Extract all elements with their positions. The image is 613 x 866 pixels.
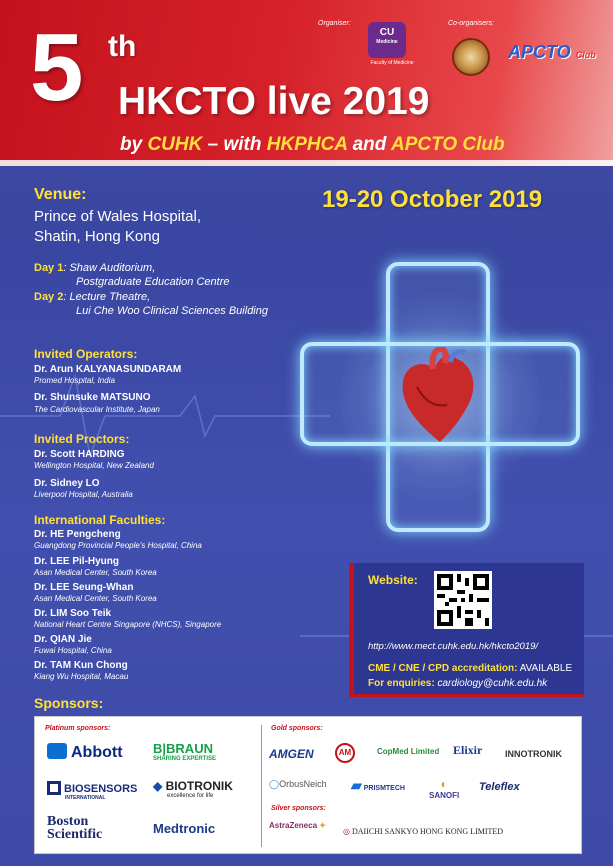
bbraun-logo: B|BRAUN SHARING EXPERTISE [153,741,217,762]
venue-line-1: Prince of Wales Hospital, [34,208,202,225]
faculty-name: Dr. QIAN Jie [34,634,92,645]
hkphca-seal-logo [452,38,490,76]
abbott-logo: Abbott [47,743,123,762]
gold-sponsors-label: Gold sponsors: [271,725,323,732]
operators-heading: Invited Operators: [34,347,138,361]
cme-accreditation: CME / CNE / CPD accreditation: AVAILABLE [368,663,573,674]
website-url-link[interactable]: http://www.mect.cuhk.edu.hk/hkcto2019/ [368,641,539,652]
proctors-heading: Invited Proctors: [34,432,130,446]
venue-heading: Venue: [34,186,87,203]
website-heading: Website: [368,573,418,587]
venue-line-2: Shatin, Hong Kong [34,228,160,245]
enquiries: For enquiries: cardiology@cuhk.edu.hk [368,678,548,689]
faculty-affiliation: Asan Medical Center, South Korea [34,568,157,577]
heart-icon [395,347,485,447]
cu-medicine-logo: CU Medicine [368,22,406,58]
elixir-logo: Elixir [453,743,483,757]
proctor-affiliation: Liverpool Hospital, Australia [34,490,133,499]
day1-line-1: Day 1: Shaw Auditorium, [34,262,156,274]
faculty-name: Dr. LEE Seung-Whan [34,582,134,593]
day1-line-2: Postgraduate Education Centre [76,276,230,288]
faculty-affiliation: Guangdong Provincial People's Hospital, China [34,541,202,550]
faculties-heading: International Faculties: [34,513,166,527]
faculty-affiliation: Kiang Wu Hospital, Macau [34,672,129,681]
operator-affiliation: Promed Hospital, India [34,376,115,385]
proctor-name: Dr. Scott HARDING [34,449,125,460]
qr-code-icon[interactable] [434,571,492,629]
prismtech-logo: ▰ PRISMTECH [351,777,405,793]
daiichi-sankyo-logo: ◎ DAIICHI SANKYO HONG KONG LIMITED [343,827,504,836]
faculty-affiliation: Fuwai Hospital, China [34,646,112,655]
apcto-club-logo: APCTO Club [508,42,596,62]
platinum-sponsors-label: Platinum sponsors: [45,725,111,732]
biotronik-logo: ◆ BIOTRONIK excellence for life [153,779,233,799]
event-title: HKCTO live 2019 [118,80,430,123]
day2-line-2: Lui Che Woo Clinical Sciences Building [76,305,268,317]
faculty-affiliation: National Heart Centre Singapore (NHCS), Singapore [34,620,222,629]
silver-sponsors-label: Silver sponsors: [271,805,326,812]
sponsors-heading: Sponsors: [34,695,104,711]
coorganisers-label: Co-organisers: [448,20,494,27]
website-info-box [349,563,584,697]
faculty-name: Dr. LIM Soo Teik [34,608,112,619]
innotronik-logo: INNOTRONIK [505,749,562,759]
sponsors-panel [34,716,582,854]
operator-affiliation: The Cardiovascular Institute, Japan [34,405,160,414]
header-banner [0,0,613,166]
cu-medicine-caption: Faculty of Medicine [370,60,414,66]
day2-line-1: Day 2: Lecture Theatre, [34,291,151,303]
sanofi-logo: ◐ SANOFI [429,777,460,800]
edition-suffix: th [108,30,137,63]
orbusneich-logo: ◯OrbusNeich [269,779,327,789]
faculty-name: Dr. HE Pengcheng [34,529,121,540]
sponsor-divider [261,725,262,847]
edition-number: 5 [30,14,84,121]
operator-name: Dr. Arun KALYANASUNDARAM [34,364,182,375]
proctor-name: Dr. Sidney LO [34,478,100,489]
event-subtitle: by CUHK – with HKPHCA and APCTO Club [120,134,505,155]
event-date: 19-20 October 2019 [322,186,543,213]
teleflex-logo: Teleflex [479,781,520,793]
ambrose-logo: AM [335,743,355,763]
copmed-logo: CopMed Limited [377,747,440,756]
operator-name: Dr. Shunsuke MATSUNO [34,392,151,403]
amgen-logo: AMGEN [269,747,314,761]
astrazeneca-logo: AstraZeneca ✦ [269,821,326,830]
faculty-affiliation: Asan Medical Center, South Korea [34,594,157,603]
proctor-affiliation: Wellington Hospital, New Zealand [34,461,154,470]
medical-cross-graphic [300,262,580,532]
faculty-name: Dr. LEE Pil-Hyung [34,556,120,567]
medtronic-logo: Medtronic [153,821,216,836]
organiser-label: Organiser: [318,20,351,27]
faculty-name: Dr. TAM Kun Chong [34,660,128,671]
boston-scientific-logo: Boston Scientific [47,814,103,842]
biosensors-logo: BIOSENSORS INTERNATIONAL [47,781,137,801]
